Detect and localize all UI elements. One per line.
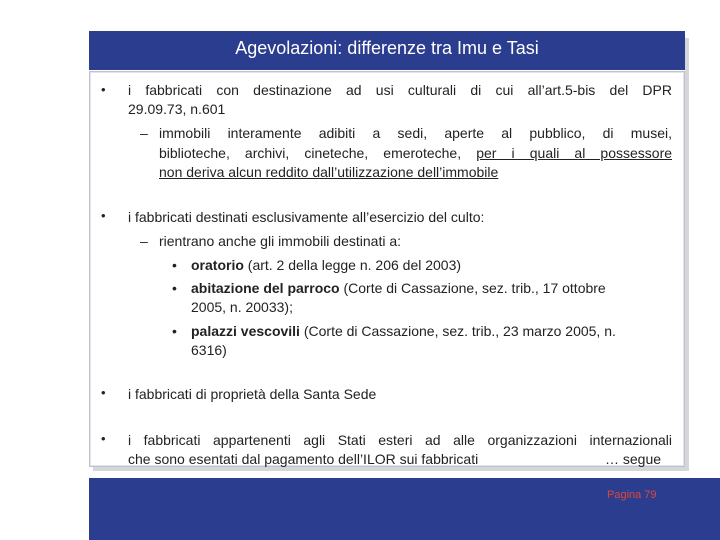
item-2-point-2-cont: 2005, n. 20033); — [191, 299, 293, 315]
item-2-point-2 — [191, 279, 606, 298]
dash-1: – — [140, 125, 148, 141]
item-2-point-3 — [191, 322, 616, 341]
item-2-point-2-bold: abitazione del parroco — [191, 280, 340, 296]
sub-bullet-3: • — [172, 323, 177, 339]
item-1-line-1: i fabbricati con destinazione ad usi culturali di cui all’art.5-bis del DPR — [128, 82, 672, 98]
item-2-point-2-rest: (Corte di Cassazione, sez. trib., 17 ottobre — [339, 280, 606, 296]
slide-title: Agevolazioni: differenze tra Imu e Tasi — [89, 31, 685, 70]
item-4-line-2: che sono esentati dal pagamento dell’ILOR sui fabbricati — [128, 451, 479, 467]
item-2-point-3-bold: palazzi vescovili — [191, 323, 300, 339]
item-2-line-1: i fabbricati destinati esclusivamente all’esercizio del culto: — [128, 209, 485, 225]
sub-bullet-2: • — [172, 280, 177, 296]
item-4-line-1: i fabbricati appartenenti agli Stati esteri ad alle organizzazioni internazionali — [128, 432, 672, 448]
item-1-sub-line-3: non deriva alcun reddito dall’utilizzazione dell’immobile — [159, 164, 499, 180]
bullet-2: • — [101, 208, 106, 223]
sub-bullet-1: • — [172, 257, 177, 273]
item-4-segue: … segue — [605, 451, 662, 467]
item-1-sub-line-2-plain: biblioteche, archivi, cineteche, emeroteche, — [159, 145, 462, 161]
item-1-line-2: 29.09.73, n.601 — [128, 101, 226, 117]
item-2-point-3-cont: 6316) — [191, 342, 227, 358]
item-2-point-1-bold: oratorio — [191, 257, 244, 273]
panel-shadow-right — [685, 38, 689, 470]
page-number: Pagina 79 — [607, 489, 657, 501]
item-3-line-1: i fabbricati di proprietà della Santa Sede — [128, 386, 377, 402]
item-1-sub-line-2-underlined: per i quali al possessore — [476, 145, 673, 161]
bullet-3: • — [101, 385, 106, 400]
bullet-1: • — [101, 82, 106, 97]
bullet-4: • — [101, 431, 106, 446]
item-2-sub-line-1: rientrano anche gli immobili destinati a: — [159, 233, 402, 249]
dash-2: – — [140, 233, 148, 249]
item-1-sub-line-2 — [159, 144, 672, 163]
item-2-point-1 — [191, 256, 461, 275]
footer-bar — [89, 478, 720, 540]
item-2-point-1-rest: (art. 2 della legge n. 206 del 2003) — [243, 257, 462, 273]
item-1-sub-line-1: immobili interamente adibiti a sedi, aperte al pubblico, di musei, — [159, 125, 672, 141]
item-2-point-3-rest: (Corte di Cassazione, sez. trib., 23 marzo 2005, n. — [299, 323, 616, 339]
